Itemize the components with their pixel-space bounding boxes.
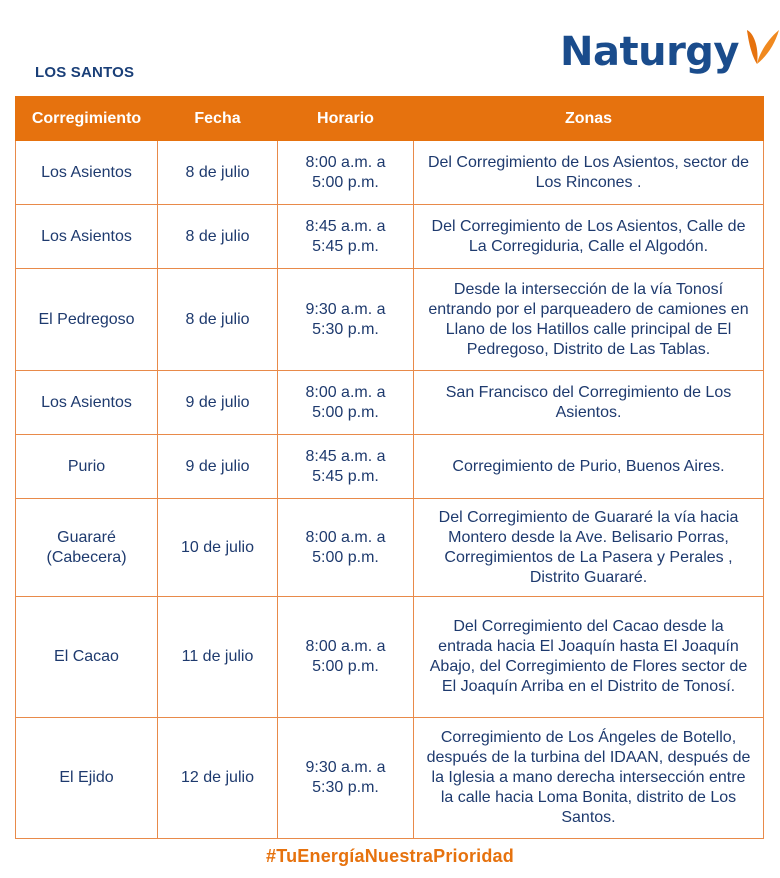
- horario-cell: [278, 499, 414, 597]
- table-row: [16, 597, 764, 718]
- horario-end: 5:45 p.m.: [312, 237, 379, 255]
- corregimiento-cell: Guararé (Cabecera): [16, 499, 158, 597]
- table-row: [16, 435, 764, 499]
- horario-end: 5:30 p.m.: [312, 779, 379, 796]
- table-row: [16, 205, 764, 269]
- horario-start: 8:00 a.m. a: [305, 638, 386, 655]
- horario-cell: [278, 141, 414, 205]
- horario-start: 9:30 a.m. a: [305, 300, 386, 318]
- horario-cell: [278, 435, 414, 499]
- horario-cell: [278, 371, 414, 435]
- horario-end: 5:00 p.m.: [312, 548, 379, 566]
- butterfly-wing-icon: [741, 24, 780, 70]
- corregimiento-cell: El Pedregoso: [16, 269, 158, 371]
- hashtag-footer: #TuEnergíaNuestraPrioridad: [266, 846, 514, 866]
- horario-start: 9:30 a.m. a: [305, 759, 386, 776]
- table-row: [16, 718, 764, 839]
- region-title: LOS SANTOS: [35, 64, 135, 81]
- horario-cell: [278, 718, 414, 839]
- header-corregimiento: Corregimiento: [16, 97, 158, 141]
- fecha-cell: 8 de julio: [158, 141, 278, 205]
- table-header-row: [16, 97, 764, 141]
- table-row: [16, 141, 764, 205]
- zonas-cell: Corregimiento de Purio, Buenos Aires.: [414, 435, 764, 499]
- zonas-cell: Del Corregimiento de Los Asientos, sector de Los Rincones .: [414, 141, 764, 205]
- table-row: [16, 371, 764, 435]
- fecha-cell: 9 de julio: [158, 435, 278, 499]
- logo-text: Naturgy: [560, 29, 739, 75]
- horario-start: 8:00 a.m. a: [305, 383, 386, 401]
- corregimiento-cell: Los Asientos: [16, 141, 158, 205]
- horario-end: 5:00 p.m.: [312, 658, 379, 675]
- fecha-cell: 8 de julio: [158, 205, 278, 269]
- horario-cell: [278, 597, 414, 718]
- zonas-cell: Corregimiento de Los Ángeles de Botello, después de la turbina del IDAAN, después de la Iglesia a mano derecha intersección entre la calle hacia Loma Bonita, distrito de Los Santos.: [414, 718, 764, 839]
- header-fecha: Fecha: [158, 97, 278, 141]
- schedule-table: [15, 96, 764, 839]
- fecha-cell: 10 de julio: [158, 499, 278, 597]
- horario-cell: [278, 269, 414, 371]
- fecha-cell: 11 de julio: [158, 597, 278, 718]
- table-row: [16, 499, 764, 597]
- horario-end: 5:00 p.m.: [312, 403, 379, 421]
- horario-end: 5:45 p.m.: [312, 467, 379, 485]
- header-zonas: Zonas: [414, 97, 764, 141]
- table-row: [16, 269, 764, 371]
- horario-cell: [278, 205, 414, 269]
- corregimiento-cell: El Ejido: [16, 718, 158, 839]
- zonas-cell: Del Corregimiento de Los Asientos, Calle de La Corregiduria, Calle el Algodón.: [414, 205, 764, 269]
- zonas-cell: Del Corregimiento de Guararé la vía hacia Montero desde la Ave. Belisario Porras, Corregimientos de La Pasera y Perales , Distrito Guararé.: [414, 499, 764, 597]
- zonas-cell: Desde la intersección de la vía Tonosí entrando por el parqueadero de camiones en Llano de los Hatillos calle principal de El Pedregoso, Distrito de Las Tablas.: [414, 269, 764, 371]
- horario-start: 8:00 a.m. a: [305, 528, 386, 546]
- zonas-cell: San Francisco del Corregimiento de Los Asientos.: [414, 371, 764, 435]
- horario-end: 5:30 p.m.: [312, 320, 379, 338]
- corregimiento-cell: Los Asientos: [16, 371, 158, 435]
- naturgy-logo: [560, 22, 780, 82]
- horario-start: 8:00 a.m. a: [305, 153, 386, 171]
- fecha-cell: 12 de julio: [158, 718, 278, 839]
- fecha-cell: 8 de julio: [158, 269, 278, 371]
- corregimiento-cell: El Cacao: [16, 597, 158, 718]
- horario-start: 8:45 a.m. a: [305, 217, 386, 235]
- fecha-cell: 9 de julio: [158, 371, 278, 435]
- corregimiento-cell: Los Asientos: [16, 205, 158, 269]
- zonas-cell: Del Corregimiento del Cacao desde la entrada hacia El Joaquín hasta El Joaquín Abajo, del Corregimiento de Flores sector de El Joaquín Arriba en el Distrito de Tonosí.: [414, 597, 764, 718]
- corregimiento-cell: Purio: [16, 435, 158, 499]
- horario-start: 8:45 a.m. a: [305, 447, 386, 465]
- horario-end: 5:00 p.m.: [312, 173, 379, 191]
- header-horario: Horario: [278, 97, 414, 141]
